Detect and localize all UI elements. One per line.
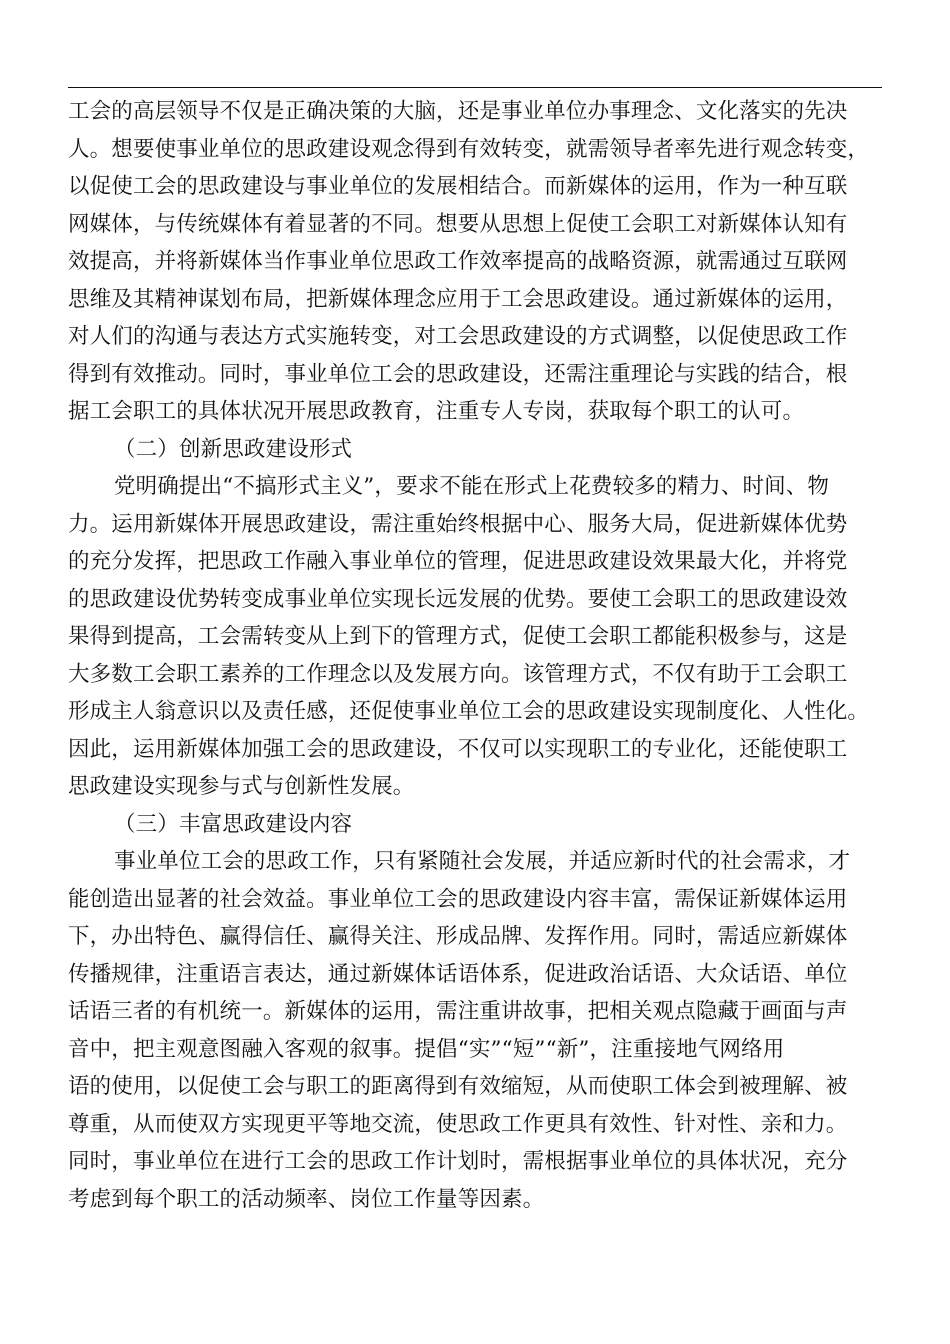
paragraph-line: 人。想要使事业单位的思政建设观念得到有效转变，就需领导者率先进行观念转变， — [68, 136, 870, 162]
paragraph-line: 网媒体，与传统媒体有着显著的不同。想要从思想上促使工会职工对新媒体认知有 — [68, 211, 848, 237]
paragraph-line: 以促使工会的思政建设与事业单位的发展相结合。而新媒体的运用，作为一种互联 — [68, 174, 848, 199]
paragraph-line: 下，办出特色、赢得信任、赢得关注、形成品牌、发挥作用。同时，需适应新媒体 — [68, 924, 848, 949]
paragraph-line: 的思政建设优势转变成事业单位实现长远发展的优势。要使工会职工的思政建设效 — [68, 586, 848, 612]
paragraph-line: 传播规律，注重语言表达，通过新媒体话语体系，促进政治话语、大众话语、单位 — [68, 961, 848, 987]
paragraph-line: 事业单位工会的思政工作，只有紧随社会发展，并适应新时代的社会需求，才 — [114, 849, 851, 874]
paragraph-line: 果得到提高，工会需转变从上到下的管理方式，促使工会职工都能积极参与，这是 — [68, 624, 848, 649]
paragraph-line: 思政建设实现参与式与创新性发展。 — [68, 774, 415, 799]
paragraph-line: 形成主人翁意识以及责任感，还促使事业单位工会的思政建设实现制度化、人性化。 — [68, 699, 870, 724]
header-rule — [68, 87, 882, 88]
paragraph-line: 的充分发挥，把思政工作融入事业单位的管理，促进思政建设效果最大化，并将党 — [68, 549, 848, 574]
paragraph-line: 党明确提出“不搞形式主义”，要求不能在形式上花费较多的精力、时间、物 — [114, 474, 830, 499]
paragraph-line: 能创造出显著的社会效益。事业单位工会的思政建设内容丰富，需保证新媒体运用 — [68, 886, 848, 912]
paragraph-line: 同时，事业单位在进行工会的思政工作计划时，需根据事业单位的具体状况，充分 — [68, 1149, 848, 1174]
paragraph-line: 音中，把主观意图融入客观的叙事。提倡“实”“短”“新”，注重接地气网络用 — [68, 1036, 785, 1062]
paragraph-line: 力。运用新媒体开展思政建设，需注重始终根据中心、服务大局，促进新媒体优势 — [68, 511, 848, 537]
document-body — [68, 93, 898, 1218]
paragraph-line: 效提高，并将新媒体当作事业单位思政工作效率提高的战略资源，就需通过互联网 — [68, 249, 848, 274]
paragraph-line: 因此，运用新媒体加强工会的思政建设，不仅可以实现职工的专业化，还能使职工 — [68, 736, 848, 762]
paragraph-line: 得到有效推动。同时，事业单位工会的思政建设，还需注重理论与实践的结合，根 — [68, 361, 848, 387]
paragraph-line: 大多数工会职工素养的工作理念以及发展方向。该管理方式，不仅有助于工会职工 — [68, 661, 848, 687]
paragraph-line: 工会的高层领导不仅是正确决策的大脑，还是事业单位办事理念、文化落实的先决 — [68, 99, 848, 124]
paragraph-line: 话语三者的有机统一。新媒体的运用，需注重讲故事，把相关观点隐藏于画面与声 — [68, 999, 848, 1024]
section-heading: （二）创新思政建设形式 — [114, 436, 353, 462]
paragraph-line: 思维及其精神谋划布局，把新媒体理念应用于工会思政建设。通过新媒体的运用， — [68, 286, 848, 312]
paragraph-line: 语的使用，以促使工会与职工的距离得到有效缩短，从而使职工体会到被理解、被 — [68, 1074, 848, 1099]
paragraph-line: 考虑到每个职工的活动频率、岗位工作量等因素。 — [68, 1186, 545, 1212]
paragraph-line: 尊重，从而使双方实现更平等地交流，使思政工作更具有效性、针对性、亲和力。 — [68, 1111, 848, 1137]
paragraph-line: 对人们的沟通与表达方式实施转变，对工会思政建设的方式调整，以促使思政工作 — [68, 324, 848, 349]
paragraph-line: 据工会职工的具体状况开展思政教育，注重专人专岗，获取每个职工的认可。 — [68, 399, 805, 424]
section-heading: （三）丰富思政建设内容 — [114, 811, 353, 837]
